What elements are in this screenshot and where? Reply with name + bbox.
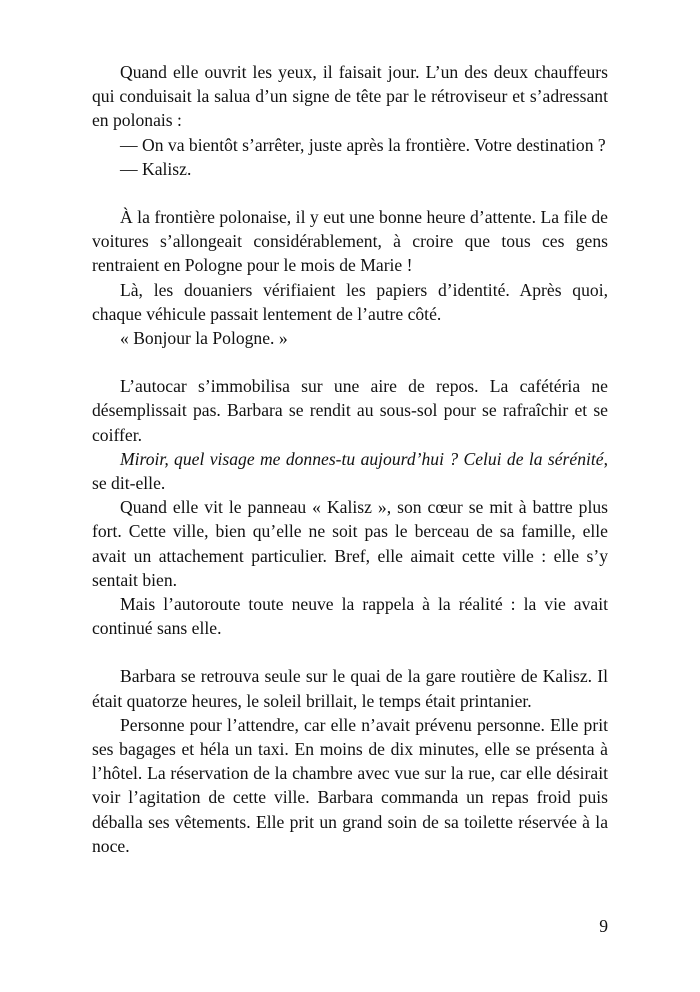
paragraph: À la frontière polonaise, il y eut une bonne heure d’attente. La file de voitures s’allongeait considérablement, à croire que tous ces gens rentraient en Pologne pour le mois de Marie ! (92, 207, 608, 276)
quote-line: « Bonjour la Pologne. » (120, 328, 288, 349)
italic-thought-paragraph (92, 447, 608, 495)
italic-thought: Miroir, quel visage me donnes-tu aujourd’hui ? Celui de la sérénité (120, 448, 604, 469)
section-break (92, 181, 608, 205)
paragraph: L’autocar s’immobilisa sur une aire de repos. La cafétéria ne désemplissait pas. Barbara se rendit au sous-sol pour se rafraîchir et se coiffer. (92, 376, 608, 445)
paragraph: Quand elle vit le panneau « Kalisz », son cœur se mit à battre plus fort. Cette ville, bien qu’elle ne soit pas le berceau de sa famille, elle avait un attachement particulier. Bref, elle aimait cette ville : elle s’y sentait bien. (92, 497, 608, 590)
section-break (92, 350, 608, 374)
paragraph: Mais l’autoroute toute neuve la rappela à la réalité : la vie avait continué sans elle. (92, 594, 608, 639)
italic-thought-tail: , se dit-elle. (92, 448, 608, 494)
paragraph: Quand elle ouvrit les yeux, il faisait jour. L’un des deux chauffeurs qui conduisait la salua d’un signe de tête par le rétroviseur et s’adressant en polonais : (92, 62, 608, 131)
paragraph: Barbara se retrouva seule sur le quai de la gare routière de Kalisz. Il était quatorze heures, le soleil brillait, le temps était printanier. (92, 666, 608, 711)
paragraph: Là, les douaniers vérifiaient les papiers d’identité. Après quoi, chaque véhicule passait lentement de l’autre côté. (92, 279, 608, 324)
body-text (92, 60, 608, 858)
paragraph: Personne pour l’attendre, car elle n’avait prévenu personne. Elle prit ses bagages et héla un taxi. En moins de dix minutes, elle se présenta à l’hôtel. La réservation de la chambre avec vue sur la rue, car elle désirait voir l’agitation de cette ville. Barbara commanda un repas froid puis déballa ses vêtements. Elle prit un grand soin de sa toilette réservée à la noce. (92, 714, 608, 856)
page-number: 9 (599, 916, 608, 936)
dialogue-line: — On va bientôt s’arrêter, juste après la frontière. Votre destination ? (120, 134, 606, 155)
dialogue-line: — Kalisz. (120, 158, 192, 179)
section-break (92, 640, 608, 664)
